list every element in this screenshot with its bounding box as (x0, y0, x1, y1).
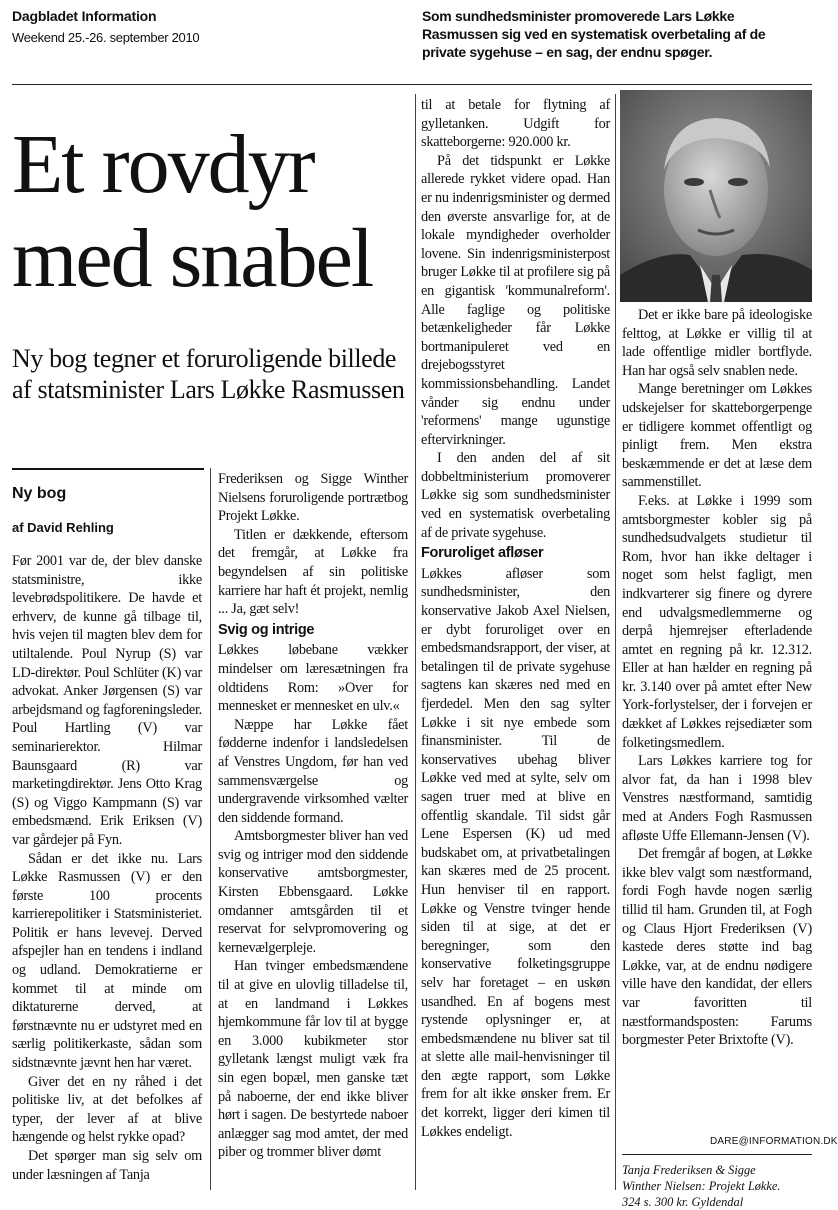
book-info-line: Winther Nielsen: Projekt Løkke. (622, 1179, 781, 1193)
article-column-3 (421, 96, 610, 1141)
section-label: Ny bog (12, 485, 67, 502)
book-info-line: 324 s. 300 kr. Gyldendal (622, 1195, 744, 1209)
article-column-1 (12, 552, 202, 1184)
book-info-line: Tanja Frederiksen & Sigge (622, 1163, 756, 1177)
subhead: Ny bog tegner et foruroligende billede af statsminister Lars Løkke Rasmussen (12, 344, 405, 404)
paragraph: Amtsborgmester bliver han ved svig og intriger mod den siddende konservative amtsborgmester, Kirsten Ebbensgaard. Løkke omdanner amtsgården til et reservat for selvpromovering og kernevælgerpleje. (218, 828, 408, 956)
paragraph: F.eks. at Løkke i 1999 som amtsborgmester kobler sig på sundhedsudvalgets studietur til Rom, hvor han ikke deltager i noget som helst fagligt, men indkvarterer sig finere og dyrere end udvalgsmedlemmerne og derpå hjemrejser efterladende amtet en regning på kr. 12.312. Eller at han hælder en regning på kr. 3.140 over på amtet efter New York-forlystelser, der i forvejen er dækket af Løkkes rejsediæter som folketingsmedlem. (622, 492, 812, 751)
subheading: Foruroliget afløser (421, 545, 544, 562)
paragraph: Giver det en ny råhed i det politiske liv, at det befolkes af typer, der lever af at blive hængende og helst rykke opad? (12, 1073, 202, 1146)
paragraph: På det tidspunkt er Løkke allerede rykket videre opad. Han er nu indenrigsminister og dermed den øverste ansvarlige for, at de lokale myndigheder overholder lovene. Sin indenrigsministerpost bruger Løkke til at profilere sig på en gigantisk 'kommunalreform'. Alle faglige og politiske betænkeligheder får Løkke bortmanipuleret ved en drejebogsstyret kommissionsbehandling. Landet vånder sig endnu under 'reformens' mange ugunstige eftervirkninger. (421, 152, 610, 448)
paragraph: Løkkes afløser som sundhedsminister, den konservative Jakob Axel Nielsen, er dybt foruroliget over en embedsmandsrapport, der viser, at betalingen til de private sygehuse sagtens kan skæres ned med en fjerdedel. Men den sag sylter Løkke i sit nye embede som finansminister. Til de konservatives ubehag bliver Løkke ved med at sylte, selv om sagen truer med at blive en offentlig skandale. Til sidst går Lene Espersen (K) ud med budskabet om, at privatbetalingen kan skæres med de 25 procent. Hun henviser til en rapport. Løkke og Venstre tvinger hende siden til at sige, at det er beregninger, som den konservative folketingsgruppe selv har foretaget – en uskøn usandhed. En af bogens mest rystende oplysninger er, at embedsmændene nu bliver sat til at slette alle mail-henvisninger til den ægte rapport, som Løkke frem for alt ikke ønsker frem. Er det korrekt, ligger deri kimen til Løkkes endeligt. (421, 565, 610, 1140)
article-column-2 (218, 470, 408, 1162)
paragraph: Sådan er det ikke nu. Lars Løkke Rasmussen (V) er den første 100 procents karrierepolitiker i Statsministeriet. Politik er hans levevej. Derved afspejler han en tendens i indland og udland. Demokratierne er kommet til at minde om diktaturerne derved, at førstnævnte nu er udstyret med en særlig politikerkaste, sådan som sidstnævnte jævnt hen har været. (12, 850, 202, 1072)
byline: af David Rehling (12, 520, 114, 535)
paragraph: Frederiksen og Sigge Winther Nielsens foruroligende portrætbog Projekt Løkke. (218, 471, 408, 525)
paragraph: Det spørger man sig selv om under læsningen af Tanja (12, 1148, 202, 1183)
publication-name: Dagbladet Information (12, 8, 157, 24)
paragraph: Mange beretninger om Løkkes udskejelser for skatteborgerpenge er tidligere kommet offentligt og pinligt frem. Men ekstra beskæmmende er det at læse dem sammenstillet. (622, 381, 812, 491)
article-column-4 (622, 306, 812, 1050)
column-rule-1 (415, 94, 416, 1190)
headline (12, 118, 412, 306)
paragraph: Løkkes løbebane vækker mindelser om læresætningen fra oldtidens Rom: »Over for mennesket er mennesket en ulv.« (218, 642, 408, 715)
paragraph: Næppe har Løkke fået fødderne indenfor i landsledelsen af Venstres Ungdom, før han ved sammensværgelse og undergravende virksomhed vælter den siddende formand. (218, 716, 408, 826)
paragraph: Det er ikke bare på ideologiske felttog, at Løkke er villig til at lade offentlige midler bortflyde. Han har også selv snablen nede. (622, 307, 812, 379)
paragraph: Før 2001 var de, der blev danske statsministre, ikke levebrødspolitikere. De havde et erhverv, de kunne gå tilbage til, hvis vejen til magten blev dem for utiltalende. Poul Nyrup (S) var LD-direktør. Poul Schlüter (K) var advokat. Anker Jørgensen (S) var arbejdsmand og fagforeningsleder. Poul Hartling (V) var seminarierektor. Hilmar Baunsgaard (R) var marketingdirektør. Jens Otto Krag (S) og Viggo Kampmann (S) var embedsmænd. Erik Eriksen (V) var gårdejer på Fyn. (12, 553, 202, 848)
paragraph: Det fremgår af bogen, at Løkke ikke blev valgt som næstformand, fordi Fogh havde nogen særlig tillid til ham. Grunden til, at Fogh og Claus Hjort Frederiksen (V) kastede deres støtte ind bag Løkke, var, at de endnu nødigere ville have den kandidat, der ellers var favoritten til næstformandsposten: Farums borgmester Peter Brixtofte (V). (622, 846, 812, 1049)
bookinfo-rule (622, 1154, 812, 1155)
author-email: DARE@INFORMATION.DK (710, 1136, 838, 1147)
section-rule (12, 468, 204, 470)
column-rule-3 (210, 468, 211, 1190)
paragraph: Lars Løkkes karriere tog for alvor fat, da han i 1998 blev Venstres næstformand, samtidig med at Anders Fogh Rasmussen afløste Uffe Ellemann-Jensen (V). (622, 753, 812, 844)
portrait-illustration (620, 90, 812, 302)
portrait-photo (620, 90, 812, 302)
book-info (622, 1162, 814, 1210)
subheading: Svig og intrige (218, 621, 315, 638)
standfirst: Som sundhedsminister promoverede Lars Løkke Rasmussen sig ved en systematisk overbetaling af de private sygehuse – en sag, der endnu spøger. (422, 8, 766, 60)
headline-line-2: med snabel (12, 212, 373, 305)
paragraph: I den anden del af sit dobbeltministerium promoverer Løkke sig som sundhedsminister ved en systematisk overbetaling af de private sygehuse. (421, 450, 610, 541)
publication-date: Weekend 25.-26. september 2010 (12, 30, 200, 45)
headline-line-1: Et rovdyr (12, 118, 314, 211)
paragraph: Han tvinger embedsmændene til at give en ulovlig tilladelse til, at en landmand i Løkkes hjemkommune får lov til at bygge en 3.000 kubikmeter stor gylletank længst muligt væk fra sin egen bopæl, men ganske tæt på naboerne, der end ikke bliver hørt i sagen. De bestyrtede naboer anlægger sag mod amtet, der med piber og trommer bliver dømt (218, 958, 408, 1161)
paragraph: til at betale for flytning af gylletanken. Udgift for skatteborgerne: 920.000 kr. (421, 97, 610, 151)
paragraph: Titlen er dækkende, eftersom det fremgår, at Løkke fra begyndelsen af sin politiske karriere har haft ét projekt, nemlig ... Ja, gæt selv! (218, 526, 408, 618)
column-rule-2 (615, 94, 616, 1190)
header-rule (12, 84, 812, 85)
